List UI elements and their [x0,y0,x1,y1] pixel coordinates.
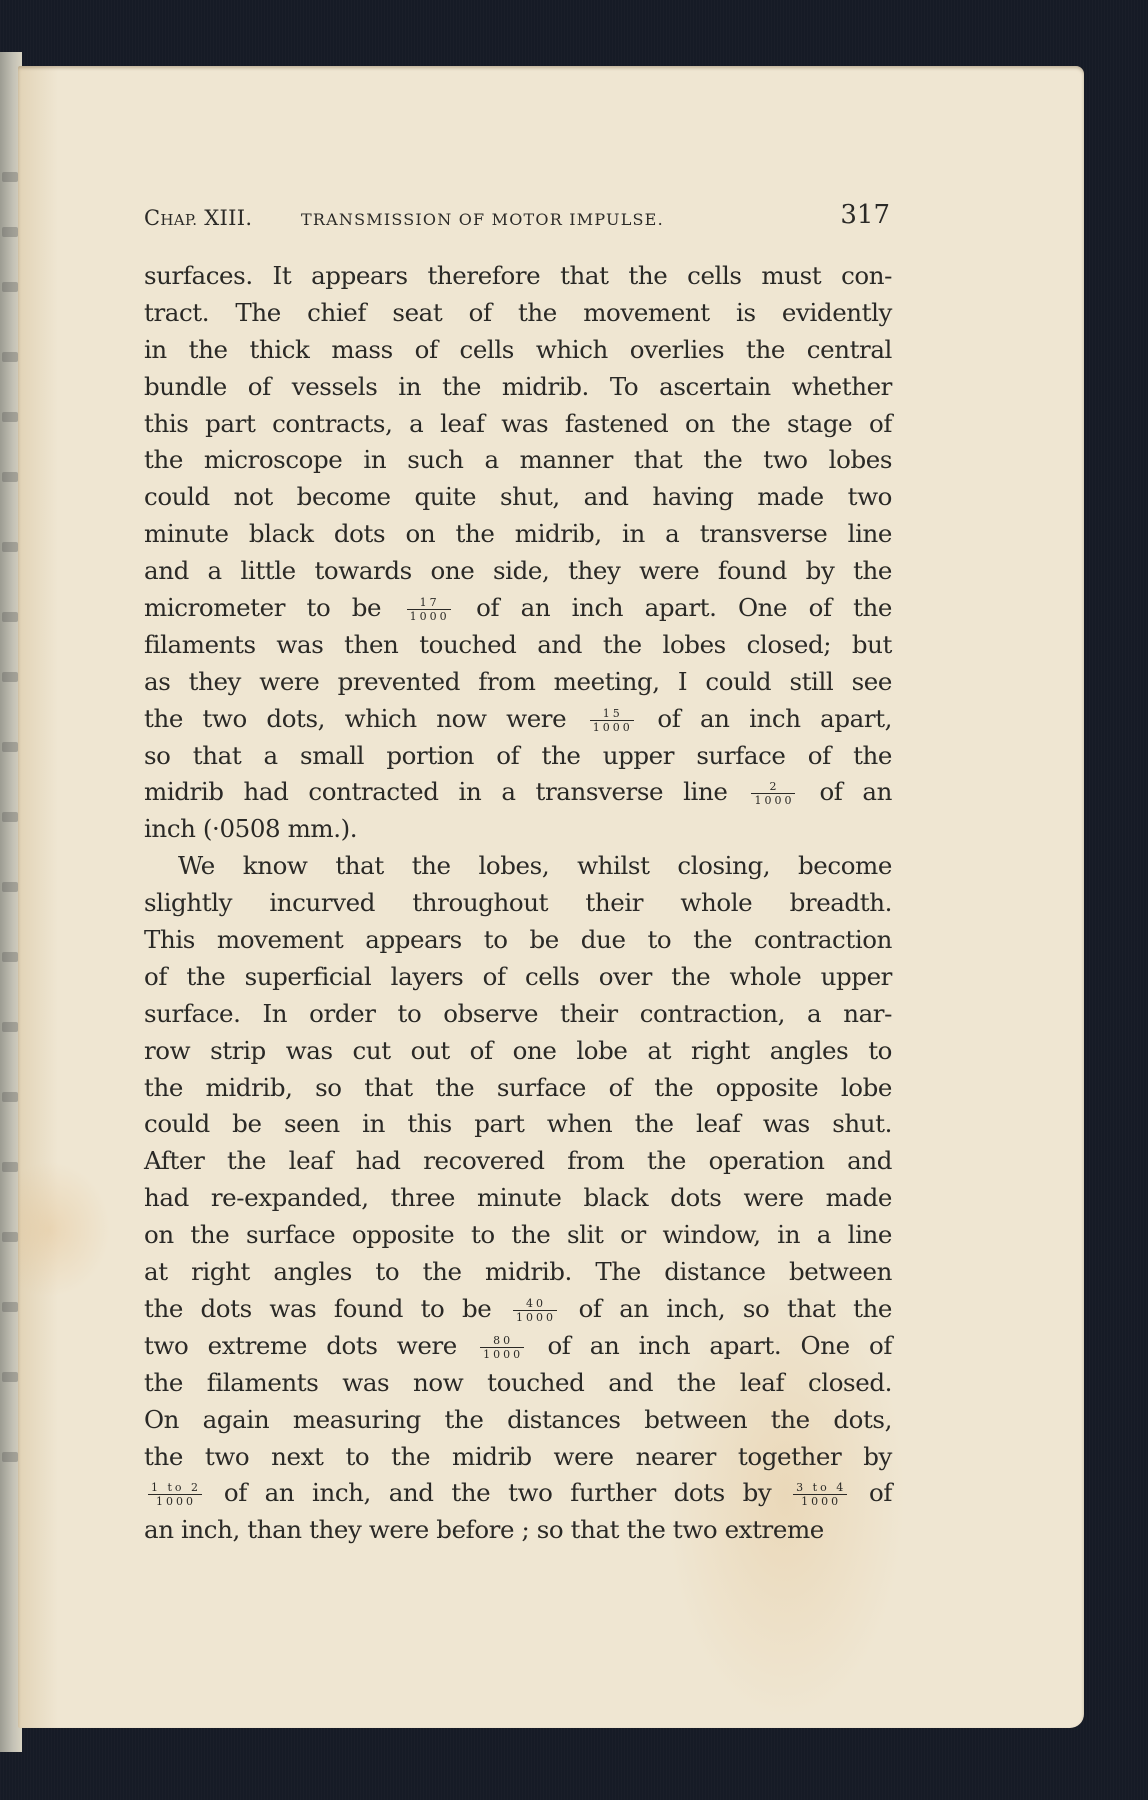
line-text: of an [819,777,893,807]
line-text: the midrib, so that the surface of the opposite lobe [144,1072,892,1102]
text-line [144,1217,892,1254]
line-text: slightly incurved throughout their whole breadth. [144,888,892,918]
fraction-numerator: 17 [407,597,451,610]
line-text: the dots was found to be [144,1293,492,1323]
fraction [793,1482,847,1507]
text-line [144,701,892,738]
text-line [144,848,892,885]
fraction [513,1298,557,1323]
text-line [144,1254,892,1291]
text-line [144,332,892,369]
fraction-denominator: 1000 [515,1310,556,1324]
chapter-label [144,206,252,230]
chapter-smallcaps: HAP. [160,211,198,229]
fraction [590,708,634,733]
line-text: the two dots, which now were [144,703,567,733]
text-line [144,516,892,553]
fraction-denominator: 1000 [409,610,450,624]
line-text: could not become quite shut, and having made two [144,482,892,512]
text-line [144,922,892,959]
fraction-numerator: 80 [480,1335,524,1348]
fraction-denominator: 1000 [592,720,633,734]
text-line [144,1365,892,1402]
line-text: of an inch apart. One of the [476,593,893,623]
text-line [144,369,892,406]
fraction-denominator: 1000 [483,1347,524,1361]
fraction [148,1482,202,1507]
line-text: of the superficial layers of cells over the whole upper [144,961,892,991]
page-number: 317 [840,200,890,230]
line-text: of an inch, and the two further dots by [223,1478,772,1508]
line-text: this part contracts, a leaf was fastened on the stage of [144,408,892,438]
fraction-numerator: 2 [751,781,795,794]
line-text: had re-expanded, three minute black dots were made [144,1183,892,1213]
text-line [144,1402,892,1439]
running-title: TRANSMISSION OF MOTOR IMPULSE. [301,210,664,229]
line-text: of an inch, so that the [578,1293,893,1323]
line-text: could be seen in this part when the leaf was shut. [144,1109,892,1139]
line-text: filaments was then touched and the lobes closed; but [144,629,892,659]
fraction-numerator: 1 to 2 [148,1482,202,1495]
text-line [144,1033,892,1070]
text-line [144,442,892,479]
line-text: of an inch apart, [657,703,893,733]
line-text: the two next to the midrib were nearer together by [144,1441,892,1471]
text-line [144,1180,892,1217]
text-line [144,885,892,922]
text-line [144,1070,892,1107]
chapter-number: XIII. [204,206,253,230]
line-text: two extreme dots were [144,1330,457,1360]
line-text: as they were prevented from meeting, I could still see [144,666,892,696]
line-text: On again measuring the distances between the dots, [144,1404,892,1434]
fraction-denominator: 1000 [156,1495,197,1509]
text-line [144,590,892,627]
text-line [144,1439,892,1476]
text-line [144,738,892,775]
line-text: an inch, than they were before ; so that the two extreme [144,1515,824,1545]
line-text: surfaces. It appears therefore that the cells must con- [144,261,892,290]
fraction-numerator: 40 [513,1298,557,1311]
line-text: minute black dots on the midrib, in a transverse line [144,519,892,549]
line-text: so that a small portion of the upper surface of the [144,740,892,770]
text-line [144,627,892,664]
line-text: the filaments was now touched and the leaf closed. [144,1367,892,1397]
line-text: bundle of vessels in the midrib. To ascertain whether [144,371,892,401]
text-line [144,406,892,443]
line-text: micrometer to be [144,593,382,623]
text-line [144,1291,892,1328]
line-text: We know that the lobes, whilst closing, become [178,851,892,881]
body-text [144,258,892,1549]
line-text: This movement appears to be due to the contraction [144,925,892,955]
text-line [144,1106,892,1143]
text-line [144,1143,892,1180]
text-line [144,295,892,332]
text-line [144,1512,892,1549]
line-text: at right angles to the midrib. The distance between [144,1257,892,1287]
fraction-numerator: 15 [590,708,634,721]
fraction-denominator: 1000 [801,1495,842,1509]
text-line [144,1328,892,1365]
line-text: After the leaf had recovered from the operation and [144,1146,892,1176]
running-head [144,200,892,240]
text-line [144,996,892,1033]
line-text: and a little towards one side, they were found by the [144,556,892,586]
fraction [751,781,795,806]
text-line [144,959,892,996]
line-text: of [869,1478,893,1508]
fraction [407,597,451,622]
line-text: surface. In order to observe their contraction, a nar- [144,998,892,1028]
text-line [144,811,892,848]
line-text: on the surface opposite to the slit or window, in a line [144,1220,892,1250]
text-line [144,479,892,516]
line-text: midrib had contracted in a transverse line [144,777,728,807]
line-text: tract. The chief seat of the movement is evidently [144,297,892,327]
line-text: the microscope in such a manner that the two lobes [144,445,892,475]
line-text: of an inch apart. One of [547,1330,893,1360]
text-line [144,258,892,295]
line-text: in the thick mass of cells which overlies the central [144,334,892,364]
text-line [144,553,892,590]
fraction [480,1335,524,1360]
text-line [144,664,892,701]
fraction-denominator: 1000 [754,794,795,808]
chapter-prefix: C [144,206,161,230]
text-line [144,1475,892,1512]
fraction-numerator: 3 to 4 [793,1482,847,1495]
text-line [144,774,892,811]
line-text: inch (·0508 mm.). [144,814,358,844]
line-text: row strip was cut out of one lobe at right angles to [144,1035,892,1065]
